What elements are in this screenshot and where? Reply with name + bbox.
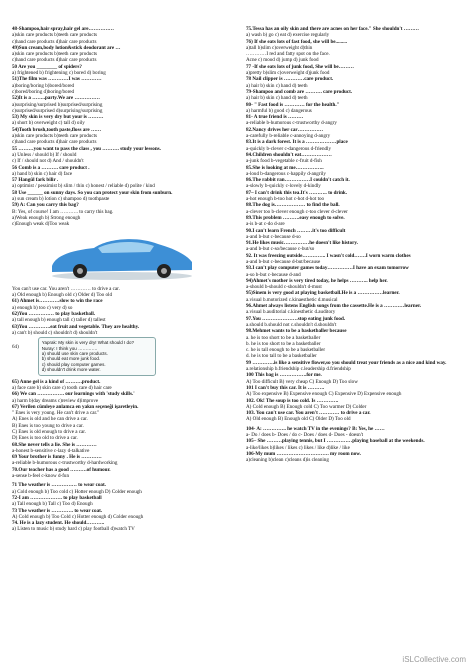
question-line: a) Listen to music b) study hard c) play football d)watch TV: [12, 526, 135, 533]
question-line: 95)Sinem is very good at playing basketball.He is a ……………learner.: [246, 290, 400, 297]
question-line: D) Enes is too old to drive a car.: [12, 435, 78, 442]
question-line: 62)You …………… to play basketball.: [12, 310, 96, 317]
question-line: a) optimist / pessimist b) slim / thin c) honest / reliable d) polite / kind: [12, 183, 155, 190]
question-line: a-and b-but c-because d-so: [246, 233, 301, 240]
question-line: a) harm b)day dreams c)review d)improve: [12, 397, 99, 404]
question-line: 51)The film was …………I was …………: [12, 76, 102, 83]
right-column: [246, 26, 466, 463]
question-line: Yaprak: My skin is very dry! What should I do?: [41, 340, 134, 346]
question-line: 91.He likes music……………he doesn't like history.: [246, 240, 358, 247]
car-shadow: [52, 272, 192, 280]
question-line: c)hand care products d)hair care products: [12, 38, 97, 45]
question-line: 73 The weather is …………. to wear coat.: [12, 507, 103, 514]
question-line: 70.Our teacher has a good ……….of humour.: [12, 466, 111, 473]
question-line: c)Enough weak d)Too weak: [12, 221, 70, 228]
question-line: a) enough b) too c) very d) so: [12, 304, 73, 311]
question-line: 94)Ahmet's mother is very tired today, he helps ……….. help her.: [246, 277, 388, 284]
question-line: 58 Use ______ on sunny days. So you can protect your skin from sunburn.: [12, 189, 173, 196]
question-line: a-sense b-feel c-know d-fun: [12, 473, 69, 480]
right-final-questions: [246, 426, 466, 464]
question-line: c)hand care products d)hair care products: [12, 139, 97, 146]
question-line: A) Old enough B) Enough old C) Older D) Too old: [246, 416, 351, 423]
question-line: a)cleaning b)clean c)cleans d)is cleaning: [246, 457, 329, 464]
question-64-number: 64): [12, 344, 19, 351]
question-line: c)surprised/surprised d)surprising/surprising: [12, 107, 103, 114]
question-line: a-reliable b-humorous c-trustworthy d-angry: [246, 120, 337, 127]
question-line: a-and b-but c-because d-but/because: [246, 258, 321, 265]
question-line: a-slowly b-quickly c-lovely d-kindly: [246, 183, 321, 190]
question-line: d. he is too tall to be a basketballer: [246, 353, 317, 360]
question-line: 57 Hangül fark bilir .: [12, 177, 59, 184]
question-line: 63)You ………….eat fruit and vegetable. They are healthy.: [12, 323, 140, 330]
question-line: 59) A: Can you carry this bag?: [12, 202, 79, 209]
question-line: 55 ………you want to pass the class , you ………. study your lessons.: [12, 145, 161, 152]
question-line: a)surprising/surprised b)surprised/surprising: [12, 101, 103, 108]
question-line: 49)Sun cream,body lotion&stick deodorant are …: [12, 44, 121, 51]
question-line: B: Yes, of course! I am ……….. to carry this bag.: [12, 208, 114, 215]
question-line: a) tall enough b) enough tall c) taller d) tallest: [12, 317, 106, 324]
question-line: 48-Shampoo,hair spray,hair gel are……………: [12, 26, 115, 32]
question-line: a- Do / does b- Does / do c- Does / does d- Does - doesn't: [246, 432, 364, 438]
question-line: a) can't b) should c) shouldn't d) shouldn't: [12, 329, 98, 336]
question-line: C) Enes is old enough to drive a car.: [12, 428, 86, 435]
question-line: a.relationship b.friendship c.leadership d.friendship: [246, 366, 351, 373]
question-line: 100 This bag is …………….for me.: [246, 372, 322, 379]
question-line: 53) My skin is very dry but your is ………: [12, 114, 104, 121]
question-line: 104- A: ………….. he watch TV in the evenings? B: Yes, he ……: [246, 425, 385, 432]
question-line: a) hair b) skin c) hand d) teeth: [246, 82, 308, 89]
question-line: a-clever too b-clever enough c-too clever d-clever: [246, 208, 348, 215]
question-line: 103. You can't use car. You aren't ………… to drive a car.: [246, 410, 371, 417]
question-line: 79-Shampoo and comb are ………. care product.: [246, 88, 353, 95]
question-line: a-is b-at c-do d-are: [246, 221, 285, 228]
question-line: 71 The weather is …………… to wear coat.: [12, 482, 106, 489]
right-questions: [246, 26, 466, 423]
question-line: a-so b-but c-because d-and: [246, 271, 301, 278]
question-line: 66) We can ……………. our learnings with 'study skills.': [12, 391, 135, 398]
question-line: a. he is too short to be a basketballer: [246, 334, 321, 341]
question-line: a-junk food b-vegetable c-fruit d-fish: [246, 158, 322, 165]
question-line: 102. Ok! The soup is too cold. Is ………….: [246, 397, 339, 404]
left-middle-questions: [12, 286, 230, 336]
question-line: a) Cold enough b) Too cold c) Hotter enough D) Colder enough: [12, 488, 142, 495]
question-line: A) Too expensive B) Expensive enough C) Expensive D) Expensive enough: [246, 391, 402, 398]
question-line: 61) Ahmet is…………slow to win the race: [12, 298, 103, 305]
question-line: a)boring/boring b)bored/bored: [12, 82, 75, 89]
question-line: 90.I can't learn French ………it's too difficult: [246, 227, 346, 234]
question-line: 96.Ahmet always listens English songs from the cassette.He is a …………learner.: [246, 303, 422, 310]
question-line: 101 I can't buy this car. It is ……….: [246, 384, 325, 391]
car-illustration: [46, 230, 196, 282]
left-top-questions: [12, 26, 230, 228]
question-line: a) sun cream b) lotion c) shampoo d) toothpaste: [12, 196, 110, 203]
question-line: a) Old enough b) Enough old c) Older d) Too old: [12, 292, 112, 299]
question-line: 84.Children shouldn't eat………………: [246, 151, 332, 158]
question-line: c)bored/boring d)boring/bored: [12, 88, 75, 95]
question-line: 105– She ………playing tennis, but I ……………playing baseball at the weekends.: [246, 438, 425, 445]
question-line: 67) Verilen cümleye anlamca en yakın seçeneği işaretleyin.: [12, 403, 139, 410]
question-line: 76) If she eats lots of fast food, she will be.........: [246, 38, 348, 45]
question-line: c) If / should not d) And / shouldn't: [12, 158, 84, 165]
question-line: a-loud b-dangerous c-happily d-angrily: [246, 170, 326, 177]
question-line: 106-My mum …………………………. my room now.: [246, 450, 361, 457]
question-line: d) shouldn't drink more water.: [41, 367, 101, 373]
question-line: A) Enes is old and he can drive a car.: [12, 416, 88, 423]
question-line: 69 Your brother is funny . He is …………: [12, 454, 102, 461]
question-line: You can't use car. You aren't ………… to drive a car.: [12, 285, 120, 292]
question-line: a) face care b) skin care c) tooth care d) hair care: [12, 384, 112, 391]
question-line: 89.This problem ……….easy enough to solve.: [246, 214, 345, 221]
left-final-questions: [12, 482, 230, 532]
question-line: a-and b-but c-so/because c-but/so: [246, 246, 315, 253]
question-line: a-honest b-sensitive c-lazy d-talkative: [12, 447, 90, 454]
question-line: a-hot enough b-too hot c-hot d-hot too: [246, 196, 325, 203]
question-line: 56 Comb is a ………. care product .: [12, 164, 90, 171]
question-line: a)pretty b)slim c)overweight d)junk food: [246, 70, 330, 77]
question-line: 50 Are you ________ of spiders?: [12, 63, 82, 70]
question-line: A) Cold enough B) Enough cold C) Too warmer D) Colder: [246, 403, 367, 410]
question-line: a-reliable b-humorous c-trustworthy d-hardworking: [12, 460, 118, 467]
question-line: a) hair b) skin c) hand d) teeth: [246, 95, 308, 102]
watermark: iSLCollective.com: [402, 655, 466, 664]
question-line: 77 -If she eats lots of junk food, She will be………: [246, 63, 354, 70]
question-line: …………I red and fatty spot on the face.: [246, 51, 330, 58]
question-line: a) Tall enough b) Tall c) Too d) Enough: [12, 501, 93, 508]
question-line: 92. It was freezing outside………….. I wasn't cold…….I worn warm clothes: [246, 252, 411, 259]
question-line: 99 ………….is like a sensitive flower,so you should treat your friends as a nice and kind way.: [246, 359, 447, 366]
question-line: a)skin care products b)teeth care products: [12, 51, 97, 58]
question-line: 98.Mehmet wants to be a basketballer because: [246, 328, 347, 335]
question-line: a) frightened b) frightening c) bored d) boring: [12, 70, 106, 77]
car-hub-front: [77, 268, 83, 274]
left-column: [12, 26, 230, 533]
question-line: a-carefully b-reliable c-annoying d-angry: [246, 133, 331, 140]
question-line: 97.You …………………stop eating junk food.: [246, 315, 346, 322]
question-line: 54)Tooth brush,tooth paste,floss are ……: [12, 126, 102, 133]
question-line: c) should play computer games.: [41, 361, 106, 367]
question-line: 82.Nancy drives her car……………: [246, 126, 324, 133]
question-line: a)skin care products b)teeth care products: [12, 32, 97, 39]
question-line: 87– I can't drink this tea.It's ……….. to drink.: [246, 189, 348, 196]
question-line: 80- " Fast food is ………… for the health.": [246, 101, 340, 108]
question-line: a) should use skin care products.: [41, 350, 108, 356]
car-hub-rear: [161, 268, 167, 274]
question-line: 81- A true friend is ………: [246, 114, 304, 121]
question-line: b) should eat more junk food.: [41, 356, 101, 362]
question-line: B) Enes is too young to drive a car.: [12, 422, 84, 429]
question-line: a) hand b) skin c) hair d) face: [12, 170, 73, 177]
question-line: a) short b) overweight c) tall d) oily: [12, 120, 85, 127]
question-line: 74. He is a lazy student. He should………..: [12, 520, 105, 527]
question-line: Acne c) mood d) jump d) junk food: [246, 57, 319, 64]
question-line: c. he is tall enough to be a basketballer: [246, 347, 326, 354]
question-line: b. he is too short to be a basketballer: [246, 340, 321, 347]
question-line: a.visual b.auditorial c.kinesthetic d.auditory: [246, 309, 336, 316]
question-line: c)hand care products d)hair care products: [12, 57, 97, 64]
question-line: 65) Anne gel is a kind of ……….product.: [12, 378, 101, 385]
left-bottom-questions: [12, 379, 230, 480]
question-line: Nuray: I think you ………….: [41, 345, 98, 351]
question-line: 68.She never tells a lie. She is …………: [12, 441, 97, 448]
question-line: a) wash b) go c) eat d) exercise regularly: [246, 32, 330, 39]
question-line: a.should b.should not c.shouldn't d.shouldn't: [246, 321, 337, 328]
question-line: a)Weak enough b) Strong enough: [12, 214, 81, 221]
question-line: 75.Tessa has an oily skin and there are acnes on her face." She shouldn't ………: [246, 26, 420, 32]
question-line: 86.The rabbit ran……………I couldn't catch it.: [246, 177, 350, 184]
question-line: 83.It is a dark forest. It is a ………………place: [246, 139, 348, 146]
question-line: 85.She is looking at me……………..: [246, 164, 324, 171]
question-line: a)skin care products b)teeth care products: [12, 133, 97, 140]
question-line: 72-I am ………………. to play basketball: [12, 494, 102, 501]
question-line: a) Unless / should b) If / should: [12, 151, 77, 158]
question-line: 78 Nail clipper is …………care product.: [246, 76, 334, 83]
question-line: a.visual b.motorized c.kinaesthetic d.musical: [246, 296, 338, 303]
question-line: a) harmful b) good c) dangerous: [246, 107, 312, 114]
question-line: " Enes is very young. He can't drive a car.": [12, 410, 100, 417]
question-line: 93.I can't play computer games today……………I have an exam tomorrow: [246, 265, 409, 272]
question-64: [12, 336, 230, 378]
question-line: a)tall b)slim c)overweight d)thin: [246, 44, 313, 51]
question-line: a-should b-should c-shouldn't d-must: [246, 284, 322, 291]
question-line: a-quickly b-clever c-dangerous d-friendly: [246, 145, 331, 152]
question-line: 88.The dog is……………… to find the ball.: [246, 202, 340, 209]
advice-note-box: [38, 337, 156, 375]
question-line: A) Cold enough b) Too Cold c) Hotter enough d) Colder enough: [12, 513, 144, 520]
question-line: A) Too difficult B) very cheap C) Enough D) Too slow: [246, 378, 358, 385]
question-line: 52)It is a ……..party.We are ……………: [12, 95, 100, 102]
question-line: a-like/likes b)likes / likes c) likes / like d)like / like: [246, 444, 350, 451]
